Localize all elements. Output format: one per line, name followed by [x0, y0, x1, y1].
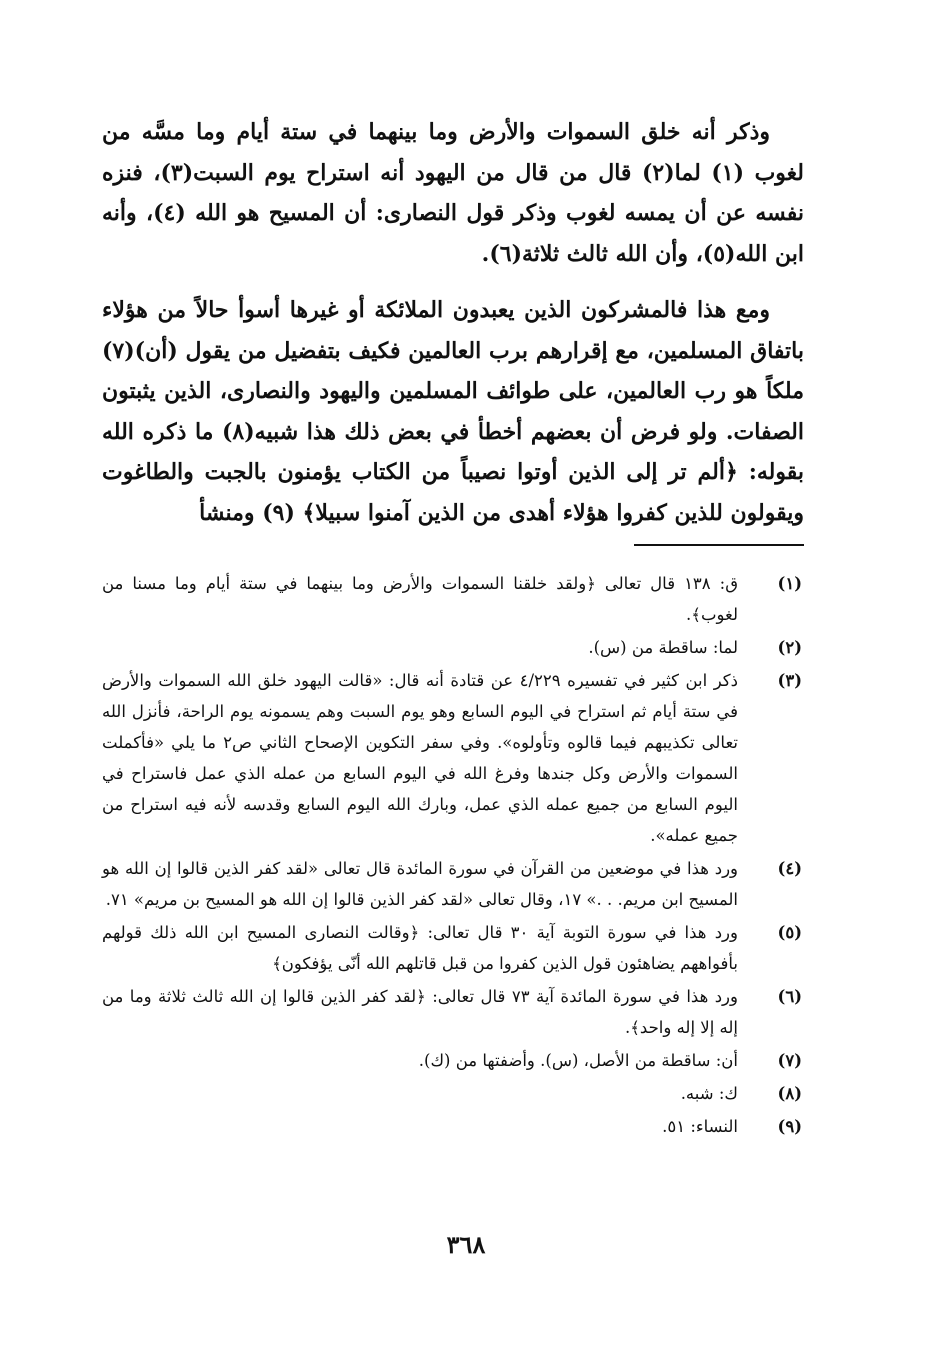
footnote-text: ك: شبه. [680, 1084, 738, 1103]
footnote-number: (١) [777, 574, 802, 593]
footnotes [102, 568, 802, 1144]
footnote-text: ق: ١٣٨ قال تعالى ﴿ولقد خلقنا السموات والأرض وما بينهما في ستة أيام وما مسنا من لغوب﴾. [102, 574, 738, 624]
main-text [102, 112, 804, 533]
footnote-item [102, 568, 802, 630]
footnote-item [102, 1045, 802, 1076]
body-paragraph: وذكر أنه خلق السموات والأرض وما بينهما في ستة أيام وما مسَّه من لغوب (١) لما(٢) قال من قال من اليهود أنه استراح يوم السبت(٣)، فنزه نفسه عن أن يمسه لغوب وذكر قول النصارى: أن المسيح هو الله (٤)، وأنه ابن الله(٥)، وأن الله ثالث ثلاثة(٦). [102, 119, 804, 267]
footnote-text: ذكر ابن كثير في تفسيره ٤/٢٢٩ عن قتادة أنه قال: «قالت اليهود خلق الله السموات والأرض في ستة أيام ثم استراح في اليوم السابع وهو يوم السبت وهم يسمونه يوم الراحة، فأنزل الله تعالى تكذيبهم فيما قالوه وتأولوه». وفي سفر التكوين الإصحاح الثاني ص٢ ما يلي «فأكملت السموات والأرض وكل جندها وفرغ الله في اليوم السابع من عمله الذي عمل فاستراح في اليوم السابع من جميع عمله الذي عمل، وبارك الله اليوم السابع وقدسه لأنه فيه استراح من جميع عمله». [102, 671, 739, 845]
footnote-item [102, 665, 802, 851]
footnote-item [102, 1111, 802, 1142]
footnote-number: (٥) [777, 923, 802, 942]
footnote-item [102, 853, 802, 915]
footnote-number: (٧) [777, 1051, 802, 1070]
footnote-text: ورد هذا في سورة المائدة آية ٧٣ قال تعالى: ﴿لقد كفر الذين قالوا إن الله ثالث ثلاثة وما من إله إلا إله واحد﴾. [102, 987, 738, 1037]
footnote-number: (٣) [777, 671, 802, 690]
footnote-number: (٨) [777, 1084, 802, 1103]
footnote-number: (٤) [777, 859, 802, 878]
footnote-number: (٦) [777, 987, 802, 1006]
footnote-separator [634, 544, 804, 546]
footnote-item [102, 917, 802, 979]
footnote-number: (٢) [777, 638, 802, 657]
footnote-item [102, 632, 802, 663]
footnote-text: أن: ساقطة من الأصل، (س). وأضفتها من (ك). [418, 1051, 738, 1070]
footnote-item [102, 1078, 802, 1109]
body-paragraph: ومع هذا فالمشركون الذين يعبدون الملائكة أو غيرها أسوأ حالاً من هؤلاء باتفاق المسلمين، مع إقرارهم برب العالمين فكيف بتفضيل من يقول (أن)(٧) ملكاً هو رب العالمين، على طوائف المسلمين واليهود والنصارى، الذين يثبتون الصفات. ولو فرض أن بعضهم أخطأ في بعض ذلك هذا شبيه(٨) ما ذكره الله بقوله: ﴿ألم تر إلى الذين أوتوا نصيباً من الكتاب يؤمنون بالجبت والطاغوت ويقولون للذين كفروا هؤلاء أهدى من الذين آمنوا سبيلا﴾ (٩) ومنشأ [102, 297, 805, 526]
page-number: ٣٦٨ [446, 1230, 486, 1259]
footnote-text: ورد هذا في موضعين من القرآن في سورة المائدة قال تعالى «لقد كفر الذين قالوا إن الله هو المسيح ابن مريم. . .» ١٧، وقال تعالى «لقد كفر الذين قالوا إن الله هو المسيح بن مريم» ٧١. [102, 859, 738, 909]
footnote-item [102, 981, 802, 1043]
footnote-number: (٩) [777, 1117, 802, 1136]
footnote-text: لما: ساقطة من (س). [588, 638, 738, 657]
footnote-text: ورد هذا في سورة التوبة آية ٣٠ قال تعالى: ﴿وقالت النصارى المسيح ابن الله ذلك قولهم بأفواههم يضاهئون قول الذين كفروا من قبل قاتلهم الله أنّى يؤفكون﴾ [102, 923, 738, 973]
footnote-text: النساء: ٥١. [662, 1117, 738, 1136]
